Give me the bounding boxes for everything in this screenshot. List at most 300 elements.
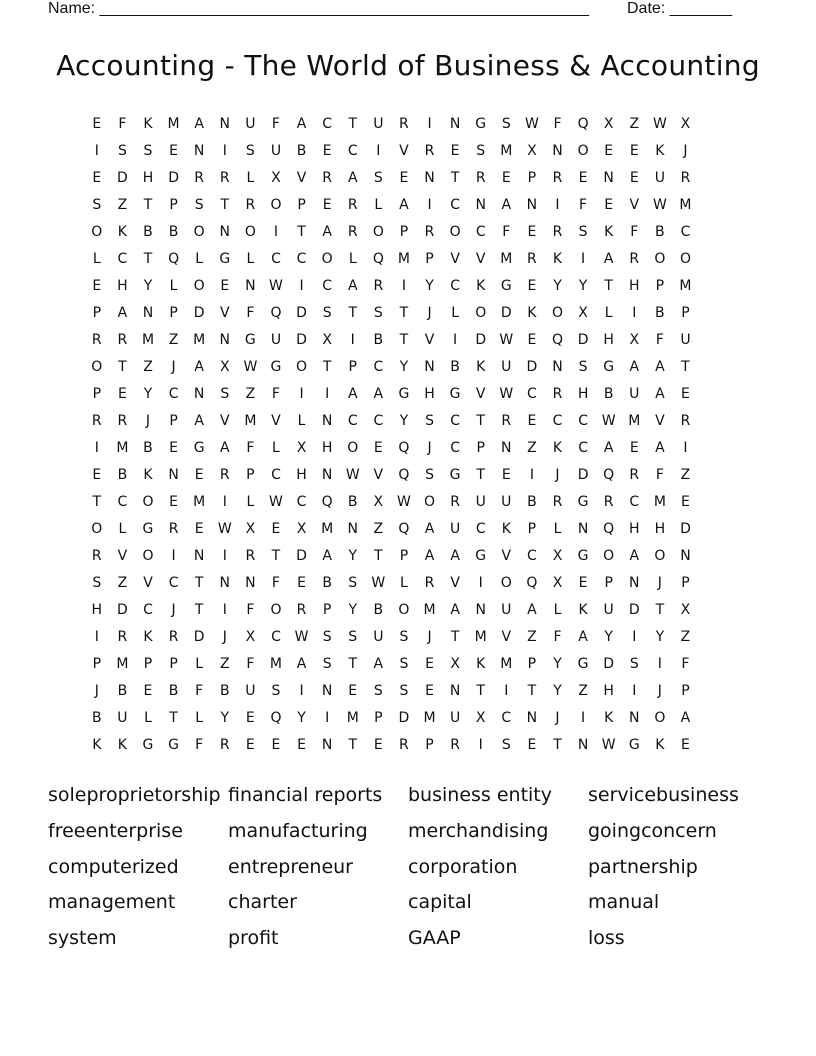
grid-letter: T (271, 548, 281, 564)
grid-letter: R (680, 413, 691, 429)
grid-letter: A (399, 197, 409, 213)
word-list-item: freeenterprise (48, 819, 183, 842)
grid-row (84, 600, 698, 627)
grid-letter: W (601, 413, 616, 429)
grid-letter: R (117, 629, 128, 645)
grid-letter: N (629, 575, 640, 591)
grid-letter: W (345, 467, 360, 483)
grid-letter: O (654, 251, 666, 267)
grid-row (84, 276, 698, 303)
grid-letter: A (219, 440, 230, 456)
grid-letter: I (632, 305, 637, 321)
grid-letter: H (321, 440, 333, 456)
grid-letter: H (654, 521, 666, 537)
grid-letter: I (427, 197, 432, 213)
grid-letter: D (296, 548, 307, 564)
grid-letter: V (501, 629, 512, 645)
grid-letter: W (499, 332, 514, 348)
grid-letter: B (168, 224, 179, 240)
grid-letter: C (501, 710, 512, 726)
grid-letter: B (373, 602, 384, 618)
grid-letter: E (348, 683, 358, 699)
grid-letter: U (449, 521, 461, 537)
grid-letter: P (169, 197, 178, 213)
grid-letter: I (376, 143, 381, 159)
grid-letter: T (399, 305, 409, 321)
grid-letter: R (424, 224, 435, 240)
grid-letter: V (296, 170, 307, 186)
grid-letter: D (628, 602, 640, 618)
grid-letter: S (373, 170, 383, 186)
grid-letter: S (322, 305, 332, 321)
grid-letter: I (222, 602, 227, 618)
grid-letter: B (117, 683, 128, 699)
grid-letter: T (322, 359, 332, 375)
grid-letter: S (578, 224, 588, 240)
grid-letter: U (629, 386, 640, 402)
grid-row (84, 438, 698, 465)
grid-letter: I (325, 386, 330, 402)
grid-letter: F (271, 386, 280, 402)
grid-letter: K (476, 359, 486, 375)
grid-letter: E (527, 224, 537, 240)
grid-letter: A (655, 386, 665, 402)
grid-letter: E (322, 143, 332, 159)
grid-letter: U (373, 116, 384, 132)
grid-letter: G (219, 251, 231, 267)
word-list-item: management (48, 891, 176, 914)
word-list-item: soleproprietorship (48, 784, 221, 806)
grid-row (84, 249, 698, 276)
grid-letter: X (552, 548, 563, 564)
grid-letter: Y (399, 359, 409, 375)
grid-letter: C (296, 494, 307, 510)
grid-letter: T (527, 683, 537, 699)
grid-letter: P (169, 656, 178, 672)
grid-letter: W (217, 521, 232, 537)
grid-letter: S (322, 629, 332, 645)
grid-letter: W (652, 197, 667, 213)
grid-letter: K (117, 224, 127, 240)
grid-letter: L (374, 197, 383, 213)
grid-letter: E (527, 278, 537, 294)
name-field: Name: _______________________________________________________ (48, 0, 589, 17)
grid-letter: B (143, 440, 153, 456)
grid-letter: W (243, 359, 258, 375)
grid-letter: D (500, 305, 512, 321)
grid-letter: Y (604, 629, 613, 645)
grid-letter: O (244, 224, 256, 240)
grid-letter: E (143, 683, 153, 699)
grid-letter: I (299, 386, 304, 402)
grid-letter: U (501, 494, 512, 510)
grid-letter: J (657, 575, 662, 591)
grid-letter: E (297, 575, 306, 591)
word-list-item: GAAP (408, 927, 461, 950)
grid-letter: N (193, 548, 205, 564)
grid-letter: S (348, 629, 358, 645)
grid-letter: L (348, 251, 357, 267)
grid-letter: I (632, 683, 637, 699)
grid-letter: L (246, 494, 255, 510)
grid-letter: N (245, 575, 256, 591)
grid-letter: S (92, 197, 102, 213)
grid-letter: J (427, 440, 432, 456)
grid-letter: T (476, 683, 485, 699)
grid-letter: X (578, 305, 588, 321)
grid-letter: S (322, 656, 332, 672)
grid-row (84, 411, 698, 438)
grid-letter: E (194, 467, 204, 483)
grid-letter: K (655, 143, 665, 159)
grid-letter: Q (270, 710, 282, 726)
grid-letter: R (527, 251, 537, 267)
grid-letter: G (475, 548, 487, 564)
grid-letter: A (501, 197, 512, 213)
grid-letter: V (219, 413, 230, 429)
grid-letter: O (142, 494, 154, 510)
grid-letter: Q (270, 305, 282, 321)
grid-letter: P (399, 548, 409, 564)
grid-letter: D (296, 332, 307, 348)
grid-letter: I (581, 710, 586, 726)
grid-letter: I (171, 548, 176, 564)
grid-letter: F (655, 332, 664, 348)
grid-letter: N (552, 359, 563, 375)
grid-letter: J (222, 629, 227, 645)
grid-letter: A (655, 440, 665, 456)
grid-row (84, 465, 698, 492)
grid-letter: Q (372, 251, 384, 267)
grid-letter: C (117, 494, 128, 510)
grid-letter: T (297, 224, 306, 240)
grid-letter: N (526, 197, 538, 213)
grid-letter: S (143, 143, 153, 159)
grid-letter: H (296, 467, 307, 483)
word-list-item: entrepreneur (228, 855, 353, 878)
grid-letter: E (527, 737, 537, 753)
grid-letter: Y (348, 602, 358, 618)
grid-letter: G (168, 737, 179, 753)
grid-letter: S (476, 143, 486, 159)
grid-letter: X (245, 521, 256, 537)
grid-letter: P (399, 224, 409, 240)
grid-letter: E (527, 332, 537, 348)
grid-letter: P (681, 683, 690, 699)
grid-letter: T (220, 197, 230, 213)
grid-letter: B (655, 224, 665, 240)
grid-letter: T (348, 737, 358, 753)
grid-letter: L (553, 602, 562, 618)
grid-letter: T (450, 170, 460, 186)
grid-letter: F (195, 683, 204, 699)
grid-letter: P (374, 710, 383, 726)
grid-row (84, 681, 698, 708)
grid-letter: M (628, 413, 641, 429)
grid-letter: P (246, 467, 255, 483)
grid-letter: M (167, 116, 180, 132)
grid-letter: X (219, 359, 230, 375)
grid-letter: L (195, 710, 204, 726)
grid-letter: A (578, 629, 588, 645)
grid-letter: F (553, 116, 562, 132)
grid-letter: E (629, 170, 639, 186)
grid-letter: S (399, 629, 409, 645)
grid-letter: R (168, 629, 179, 645)
grid-letter: T (118, 359, 127, 375)
grid-letter: I (94, 440, 99, 456)
grid-letter: B (603, 386, 614, 402)
grid-row (84, 708, 698, 735)
grid-letter: C (347, 413, 358, 429)
grid-letter: A (450, 602, 460, 618)
grid-letter: U (654, 170, 665, 186)
grid-letter: G (142, 737, 154, 753)
grid-letter: N (552, 143, 563, 159)
grid-letter: R (629, 251, 640, 267)
grid-letter: S (399, 656, 409, 672)
grid-letter: M (244, 413, 257, 429)
grid-letter: A (322, 548, 332, 564)
grid-row (84, 573, 698, 600)
grid-letter: A (347, 170, 358, 186)
grid-letter: S (220, 386, 230, 402)
grid-letter: Y (553, 278, 562, 294)
grid-letter: N (321, 467, 333, 483)
grid-letter: J (555, 467, 560, 483)
grid-letter: I (427, 116, 432, 132)
grid-letter: D (526, 359, 538, 375)
grid-letter: J (427, 305, 432, 321)
grid-letter: I (94, 143, 99, 159)
grid-letter: C (143, 602, 153, 618)
grid-letter: F (246, 602, 255, 618)
grid-letter: C (271, 467, 281, 483)
grid-letter: L (169, 278, 178, 294)
word-list-item: capital (408, 891, 472, 914)
grid-letter: O (577, 143, 589, 159)
grid-letter: P (527, 170, 537, 186)
grid-letter: S (117, 143, 127, 159)
grid-letter: N (629, 710, 640, 726)
grid-letter: K (578, 602, 588, 618)
grid-letter: R (322, 170, 332, 186)
grid-letter: M (679, 278, 692, 294)
grid-letter: J (427, 629, 432, 645)
grid-letter: B (91, 710, 102, 726)
grid-letter: P (425, 737, 434, 753)
grid-letter: C (347, 143, 358, 159)
grid-letter: R (399, 116, 409, 132)
grid-letter: S (245, 143, 255, 159)
grid-letter: C (450, 197, 460, 213)
grid-letter: K (655, 737, 665, 753)
grid-letter: M (653, 494, 666, 510)
word-list-item: merchandising (408, 819, 549, 842)
grid-letter: O (654, 548, 666, 564)
grid-letter: F (681, 656, 690, 672)
grid-letter: E (578, 170, 588, 186)
grid-letter: T (476, 467, 485, 483)
grid-letter: Y (553, 683, 562, 699)
grid-letter: C (475, 521, 486, 537)
grid-letter: T (348, 656, 358, 672)
grid-letter: C (373, 413, 384, 429)
grid-letter: R (629, 467, 640, 483)
grid-letter: X (296, 440, 307, 456)
grid-letter: P (604, 575, 613, 591)
grid-row (84, 654, 698, 681)
grid-letter: V (501, 548, 512, 564)
grid-letter: Z (143, 359, 153, 375)
grid-letter: M (193, 332, 206, 348)
grid-letter: E (629, 440, 639, 456)
grid-letter: D (577, 332, 589, 348)
grid-letter: L (604, 305, 613, 321)
grid-letter: N (142, 305, 154, 321)
grid-letter: T (450, 629, 460, 645)
word-list-item: servicebusiness (588, 784, 739, 806)
grid-letter: P (169, 305, 178, 321)
grid-letter: U (270, 143, 282, 159)
grid-letter: N (424, 170, 435, 186)
grid-letter: I (529, 467, 534, 483)
grid-letter: G (500, 278, 512, 294)
grid-letter: N (321, 413, 333, 429)
grid-letter: X (603, 116, 614, 132)
grid-letter: U (373, 629, 384, 645)
grid-letter: F (579, 197, 588, 213)
grid-letter: K (143, 467, 153, 483)
grid-letter: V (219, 305, 230, 321)
grid-letter: K (552, 440, 563, 456)
grid-letter: P (169, 413, 178, 429)
grid-letter: P (297, 197, 306, 213)
grid-row (84, 114, 698, 141)
grid-letter: O (449, 224, 461, 240)
grid-letter: W (269, 278, 283, 294)
grid-letter: E (92, 278, 102, 294)
grid-letter: T (92, 494, 102, 510)
grid-letter: E (681, 494, 690, 510)
grid-letter: P (143, 656, 153, 672)
grid-letter: P (681, 575, 690, 591)
grid-letter: Y (399, 413, 409, 429)
grid-row (84, 735, 698, 762)
grid-letter: M (321, 521, 334, 537)
grid-letter: S (194, 197, 204, 213)
grid-letter: P (425, 251, 434, 267)
grid-letter: S (501, 737, 511, 753)
grid-letter: O (654, 710, 666, 726)
grid-letter: R (91, 332, 102, 348)
grid-letter: Z (527, 440, 537, 456)
grid-letter: E (117, 386, 127, 402)
grid-letter: R (194, 170, 205, 186)
grid-letter: Q (168, 251, 180, 267)
grid-letter: O (321, 251, 333, 267)
grid-letter: I (94, 629, 99, 645)
grid-letter: E (169, 440, 178, 456)
grid-letter: P (681, 305, 690, 321)
grid-letter: F (118, 116, 127, 132)
grid-letter: N (193, 143, 205, 159)
grid-letter: M (500, 656, 513, 672)
grid-letter: F (246, 440, 255, 456)
grid-letter: T (604, 278, 613, 294)
grid-letter: L (92, 251, 101, 267)
grid-letter: Y (655, 629, 665, 645)
grid-letter: E (425, 656, 434, 672)
grid-letter: H (142, 170, 154, 186)
grid-letter: A (424, 521, 435, 537)
grid-letter: R (245, 548, 256, 564)
grid-letter: D (680, 521, 691, 537)
grid-letter: A (680, 710, 691, 726)
grid-letter: T (194, 602, 204, 618)
grid-letter: G (577, 656, 589, 672)
grid-letter: N (475, 602, 486, 618)
grid-row (84, 222, 698, 249)
grid-letter: X (475, 710, 486, 726)
grid-letter: C (450, 440, 460, 456)
grid-letter: C (117, 251, 128, 267)
grid-letter: O (91, 359, 103, 375)
grid-letter: I (299, 683, 304, 699)
grid-letter: R (475, 170, 486, 186)
grid-letter: W (524, 116, 539, 132)
grid-letter: T (655, 602, 665, 618)
grid-letter: B (117, 467, 128, 483)
grid-letter: D (117, 602, 128, 618)
grid-letter: N (449, 683, 461, 699)
grid-letter: I (401, 278, 406, 294)
grid-letter: R (424, 143, 435, 159)
grid-letter: L (272, 440, 280, 456)
grid-letter: P (322, 602, 332, 618)
grid-letter: B (168, 683, 179, 699)
grid-letter: E (245, 710, 255, 726)
grid-row (84, 195, 698, 222)
grid-letter: I (478, 737, 483, 753)
grid-letter: L (144, 710, 152, 726)
grid-letter: A (347, 278, 358, 294)
word-list-item: charter (228, 891, 297, 914)
grid-letter: U (117, 710, 128, 726)
grid-letter: A (450, 548, 460, 564)
grid-letter: D (168, 170, 179, 186)
grid-letter: Z (680, 629, 691, 645)
grid-letter: S (425, 413, 434, 429)
word-list-item: financial reports (228, 784, 383, 806)
word-list-item: system (48, 927, 117, 950)
grid-letter: E (322, 197, 332, 213)
grid-letter: N (577, 737, 589, 753)
grid-letter: A (603, 440, 614, 456)
grid-letter: U (501, 602, 512, 618)
grid-letter: D (603, 656, 615, 672)
grid-letter: N (245, 278, 256, 294)
grid-letter: J (683, 143, 688, 159)
grid-letter: B (322, 575, 332, 591)
word-list-item: manual (588, 891, 660, 914)
grid-letter: O (270, 602, 282, 618)
grid-letter: U (245, 683, 256, 699)
grid-letter: G (577, 548, 589, 564)
grid-letter: Q (398, 467, 410, 483)
grid-letter: R (245, 197, 256, 213)
grid-letter: A (296, 656, 307, 672)
